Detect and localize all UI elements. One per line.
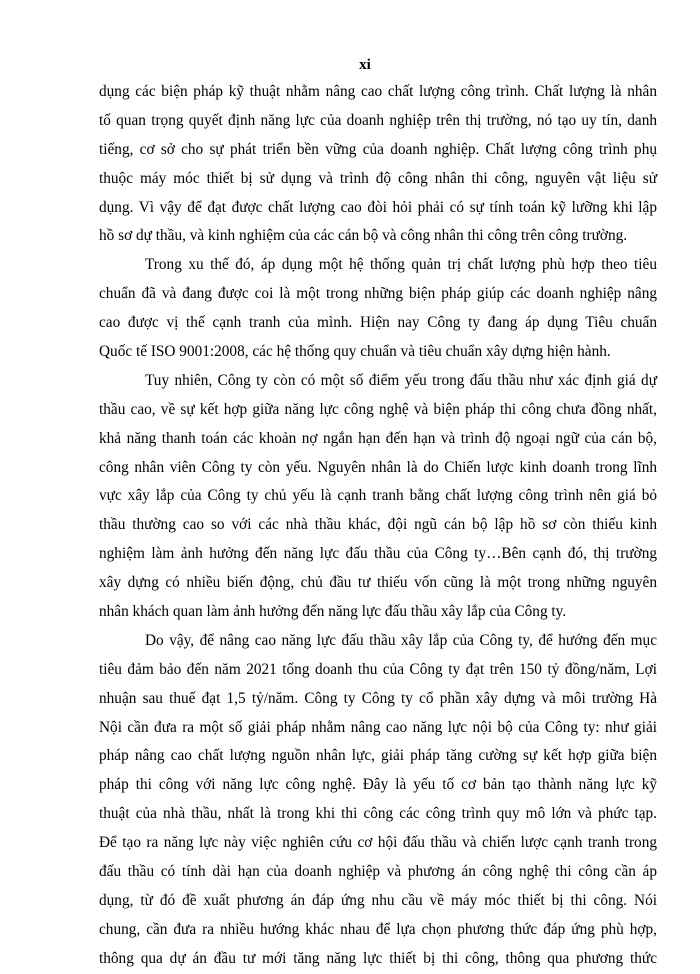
- text-line: Nội cần đưa ra một số giải pháp nhằm nâng cao năng lực nội bộ của Công ty: như giải: [99, 718, 657, 736]
- document-body: [99, 78, 657, 974]
- text-line: hồ sơ dự thầu, và kinh nghiệm của các cán bộ và công nhân thi công trên công trường.: [99, 227, 628, 245]
- text-line: dụng. Vì vậy để đạt được chất lượng cao đòi hỏi phải có sự tính toán kỹ lưỡng khi lập: [99, 198, 657, 216]
- text-line: tố quan trọng quyết định năng lực của doanh nghiệp trên thị trường, nó tạo uy tín, danh: [99, 111, 657, 129]
- text-line: thầu cao, về sự kết hợp giữa năng lực công nghệ và biện pháp thi công chưa đồng nhất,: [99, 400, 657, 418]
- text-line: thuộc máy móc thiết bị sử dụng và trình độ công nhân thi công, nguyên vật liệu sử: [99, 169, 657, 187]
- text-line: nghiệm làm ảnh hưởng đến năng lực đấu thầu của Công ty…Bên cạnh đó, thị trường: [99, 545, 657, 563]
- text-line: Tuy nhiên, Công ty còn có một số điểm yếu trong đấu thầu như xác định giá dự: [145, 371, 657, 389]
- text-line: thầu thường cao so với các nhà thầu khác, đội ngũ cán bộ lập hồ sơ còn thiếu kinh: [99, 516, 657, 534]
- text-line: đấu thầu có tính dài hạn của doanh nghiệp và phương án công nghệ thi công cần áp: [99, 863, 657, 881]
- text-line: tiếng, cơ sở cho sự phát triển bền vững của doanh nghiệp. Chất lượng công trình phụ: [99, 140, 657, 158]
- text-line: pháp nâng cao chất lượng nguồn nhân lực, giải pháp tăng cường sự kết hợp giữa biện: [99, 747, 657, 765]
- text-line: tiêu đảm bảo đến năm 2021 tổng doanh thu của Công ty đạt trên 150 tỷ đồng/năm, Lợi: [99, 660, 657, 678]
- text-line: xây dựng có nhiều biến động, chủ đầu tư thiếu vốn cũng là một trong những nguyên: [99, 574, 657, 592]
- text-line: chuẩn đã và đang được coi là một trong những biện pháp giúp các doanh nghiệp nâng: [99, 285, 657, 303]
- text-line: dụng, từ đó đề xuất phương án đáp ứng nhu cầu về máy móc thiết bị thi công. Nói: [99, 891, 657, 909]
- text-line: công nhân viên Công ty còn yếu. Nguyên nhân là do Chiến lược kinh doanh trong lĩnh: [99, 458, 657, 476]
- text-line: vực xây lắp của Công ty chủ yếu là cạnh tranh bằng chất lượng công trình nên giá bỏ: [99, 487, 657, 505]
- text-line: nhân khách quan làm ảnh hưởng đến năng lực đấu thầu xây lắp của Công ty.: [99, 603, 567, 621]
- text-line: nhuận sau thuế đạt 1,5 tỷ/năm. Công ty Công ty cổ phần xây dựng và môi trường Hà: [99, 689, 657, 707]
- text-line: Để tạo ra năng lực này việc nghiên cứu cơ hội đấu thầu và chiến lược cạnh tranh trong: [99, 834, 657, 852]
- text-line: chung, cần đưa ra nhiều hướng khác nhau để lựa chọn phương thức đáp ứng phù hợp,: [99, 920, 657, 938]
- text-line: pháp thi công với năng lực công nghệ. Đây là yếu tố cơ bản tạo thành năng lực kỹ: [99, 776, 657, 794]
- text-line: Trong xu thế đó, áp dụng một hệ thống quản trị chất lượng phù hợp theo tiêu: [145, 256, 657, 274]
- page-number: xi: [359, 57, 371, 73]
- text-line: thuật của nhà thầu, nhất là trong khi thi công các công trình quy mô lớn và phức tạp.: [99, 805, 657, 823]
- text-line: Do vậy, để nâng cao năng lực đấu thầu xây lắp của Công ty, để hướng đến mục: [145, 631, 657, 649]
- text-line: thông qua dự án đầu tư mới tăng năng lực thiết bị thi công, thông qua phương thức: [99, 949, 657, 967]
- text-line: cao được vị thế cạnh tranh của mình. Hiện nay Công ty đang áp dụng Tiêu chuẩn: [99, 314, 657, 332]
- text-line: Quốc tế ISO 9001:2008, các hệ thống quy chuẩn và tiêu chuẩn xây dựng hiện hành.: [99, 343, 611, 361]
- text-line: khả năng thanh toán các khoản nợ ngắn hạn đến hạn và trình độ ngoại ngữ của cán bộ,: [99, 429, 657, 447]
- text-line: dụng các biện pháp kỹ thuật nhằm nâng cao chất lượng công trình. Chất lượng là nhân: [99, 83, 657, 100]
